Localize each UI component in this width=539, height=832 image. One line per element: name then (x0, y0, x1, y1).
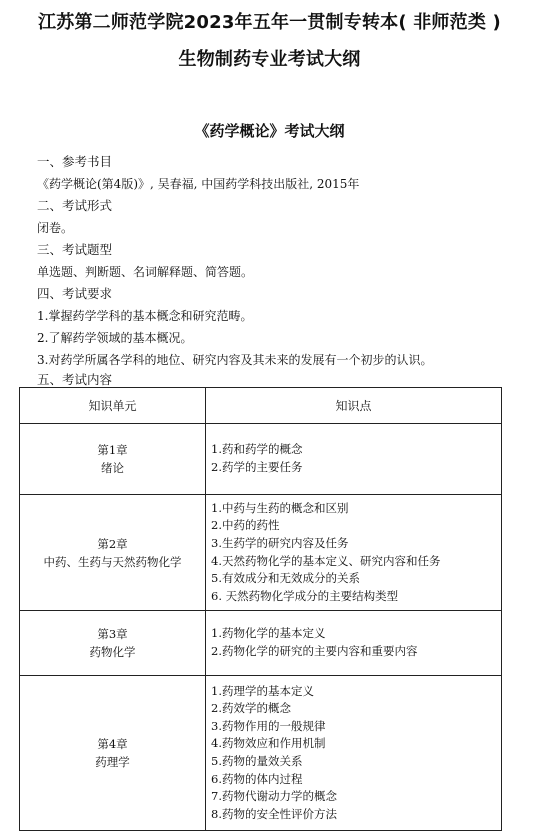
table-row (20, 424, 502, 495)
knowledge-point: 4.天然药物化学的基本定义、研究内容和任务 (211, 553, 441, 568)
knowledge-point: 1.中药与生药的概念和区别 (211, 500, 349, 515)
table-header-row (20, 388, 502, 424)
chapter-name: 药物化学 (89, 645, 136, 659)
exam-outline-title: 《药学概论》考试大纲 (194, 122, 345, 140)
knowledge-unit-cell (20, 424, 206, 495)
chapter-number: 第1章 (97, 443, 128, 457)
knowledge-point: 3.药物作用的一般规律 (211, 718, 326, 733)
knowledge-points-cell (206, 676, 502, 831)
table-row (20, 676, 502, 831)
knowledge-point: 8.药物的安全性评价方法 (211, 806, 337, 821)
column-header-unit: 知识单元 (20, 388, 206, 424)
document-title-line1: 江苏第二师范学院2023年五年一贯制专转本( 非师范类 ) (38, 12, 501, 33)
chapter-name: 药理学 (95, 755, 130, 769)
chapter-number: 第2章 (97, 536, 128, 551)
knowledge-point: 2.药物化学的研究的主要内容和重要内容 (211, 644, 418, 658)
section-heading-content: 五、考试内容 (37, 372, 113, 387)
knowledge-unit-cell (20, 495, 206, 611)
knowledge-point: 2.药效学的概念 (211, 701, 291, 716)
chapter-name: 绪论 (101, 461, 124, 475)
knowledge-point: 3.生药学的研究内容及任务 (211, 535, 349, 550)
knowledge-point: 7.药物代谢动力学的概念 (211, 789, 337, 804)
chapter-number: 第4章 (97, 737, 128, 751)
knowledge-unit-cell (20, 676, 206, 831)
knowledge-points-cell (206, 424, 502, 495)
requirement-item: 3.对药学所属各学科的地位、研究内容及其未来的发展有一个初步的认识。 (37, 353, 433, 367)
section-heading-requirements: 四、考试要求 (37, 286, 113, 301)
reference-book-text: 《药学概论(第4版)》, 吴春福, 中国药学科技出版社, 2015年 (37, 177, 360, 191)
knowledge-table (19, 387, 502, 831)
knowledge-point: 2.药学的主要任务 (211, 460, 303, 474)
requirement-item: 1.掌握药学学科的基本概念和研究范畴。 (37, 309, 253, 323)
question-types-text: 单选题、判断题、名词解释题、简答题。 (37, 265, 254, 279)
exam-form-text: 闭卷。 (37, 221, 74, 235)
chapter-name: 中药、生药与天然药物化学 (43, 554, 182, 569)
knowledge-point: 1.药理学的基本定义 (211, 683, 314, 698)
knowledge-points-cell (206, 611, 502, 676)
knowledge-point: 1.药和药学的概念 (211, 442, 303, 457)
document-title-line2: 生物制药专业考试大纲 (178, 49, 361, 70)
knowledge-point: 2.中药的药性 (211, 518, 280, 533)
section-heading-question-types: 三、考试题型 (37, 242, 113, 257)
column-header-points: 知识点 (206, 388, 502, 424)
knowledge-point: 1.药物化学的基本定义 (211, 626, 326, 641)
requirement-item: 2.了解药学领域的基本概况。 (37, 331, 193, 345)
knowledge-point: 4.药物效应和作用机制 (211, 736, 326, 751)
table-row (20, 495, 502, 611)
knowledge-point: 5.药物的量效关系 (211, 754, 303, 768)
chapter-number: 第3章 (97, 627, 128, 641)
table-row (20, 611, 502, 676)
knowledge-point: 6. 天然药物化学成分的主要结构类型 (211, 588, 399, 603)
knowledge-points-cell (206, 495, 502, 611)
knowledge-point: 6.药物的体内过程 (211, 771, 303, 786)
section-heading-references: 一、参考书目 (37, 154, 113, 169)
section-heading-exam-form: 二、考试形式 (37, 198, 113, 213)
knowledge-unit-cell (20, 611, 206, 676)
knowledge-point: 5.有效成分和无效成分的关系 (211, 571, 360, 586)
